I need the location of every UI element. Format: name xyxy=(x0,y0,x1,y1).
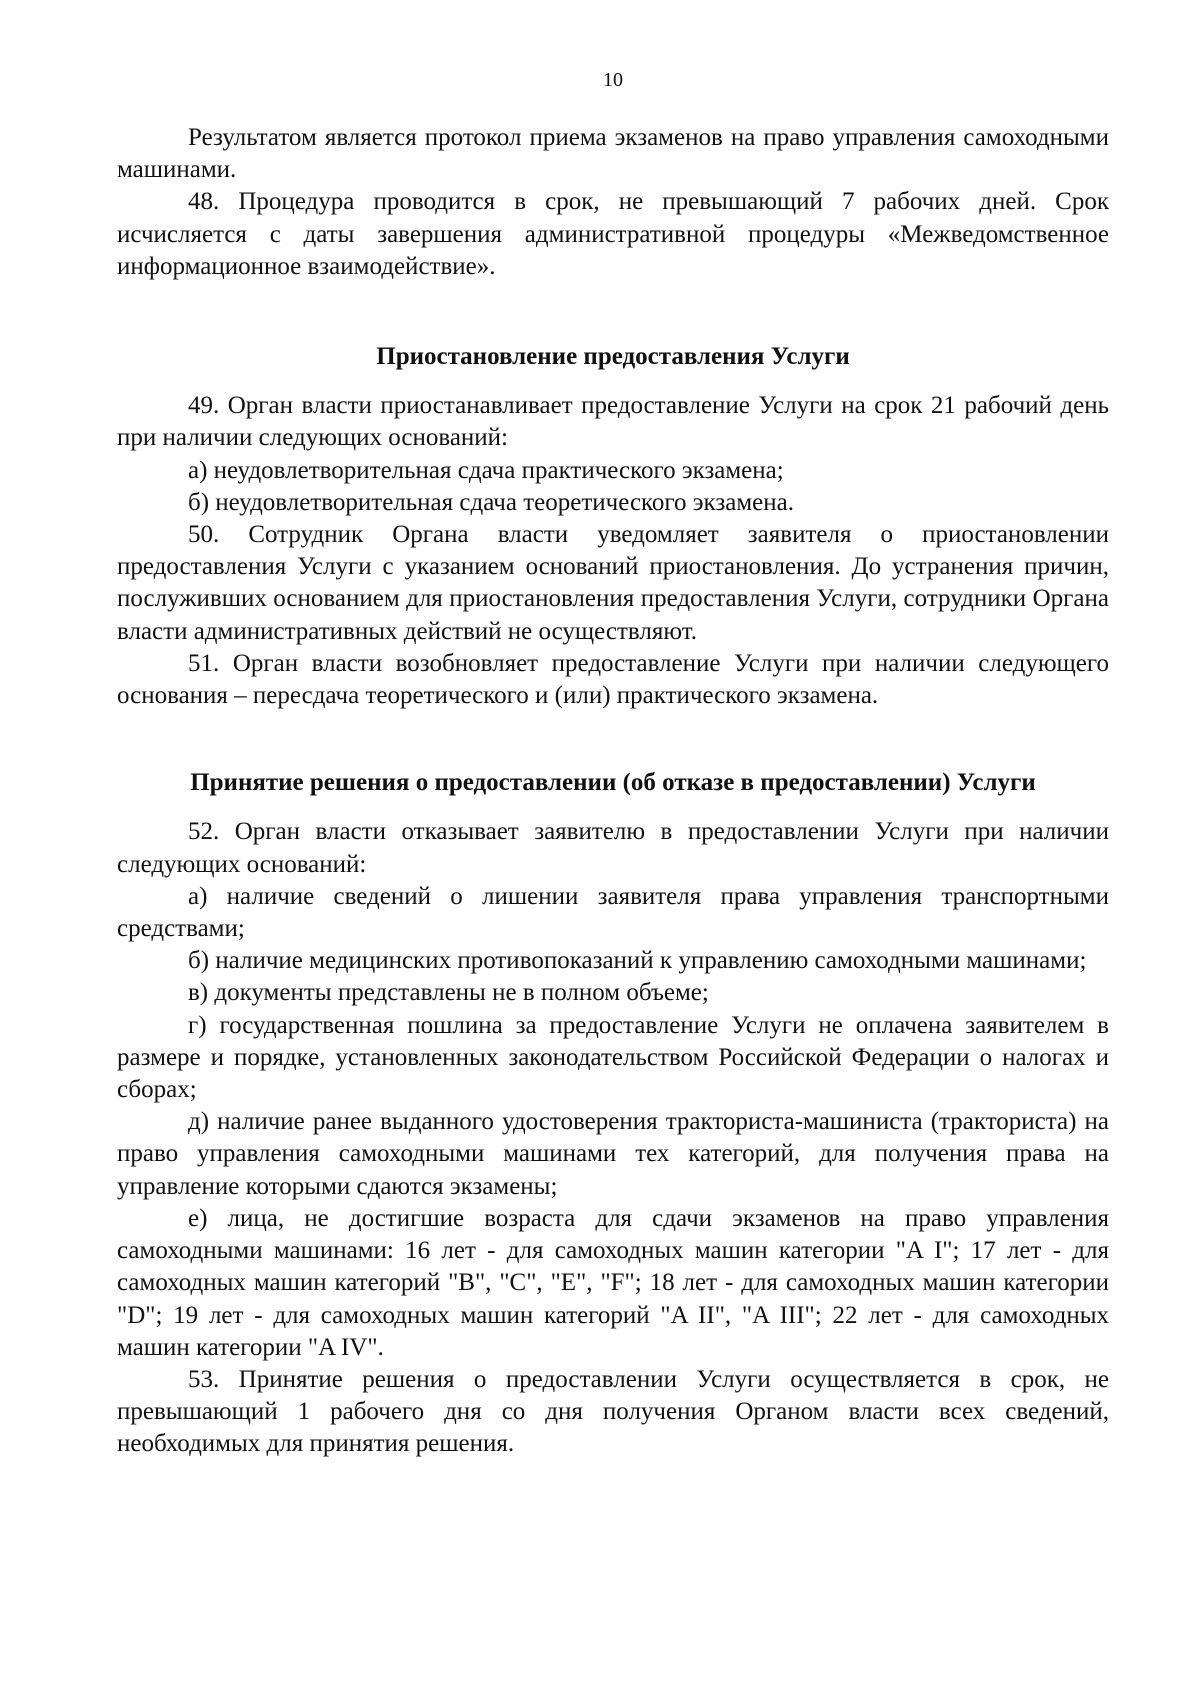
list-item-52e: е) лица, не достигшие возраста для сдачи экзаменов на право управления самоходными машинами: 16 лет - для самоходных машин категории "A I"; 17 лет - для самоходных машин категорий "B", "C", "E", "F"; 18 лет - для самоходных машин категории "D"; 19 лет - для самоходных машин категорий "A II", "A III"; 22 лет - для самоходных машин категории "A IV". xyxy=(117,1204,1109,1361)
list-item-49b: б) неудовлетворительная сдача теоретического экзамена. xyxy=(188,488,794,516)
paragraph-51: 51. Орган власти возобновляет предоставление Услуги при наличии следующего основания – пересдача теоретического и (или) практического экзамена. xyxy=(117,649,1109,710)
paragraph-52: 52. Орган власти отказывает заявителю в предоставлении Услуги при наличии следующих оснований: xyxy=(117,818,1109,878)
list-item-49a: а) неудовлетворительная сдача практического экзамена; xyxy=(188,456,784,484)
list-item-52v: в) документы представлены не в полном объеме; xyxy=(188,979,709,1007)
paragraph-49: 49. Орган власти приостанавливает предоставление Услуги на срок 21 рабочий день при наличии следующих оснований: xyxy=(117,392,1109,452)
heading-decision: Принятие решения о предоставлении (об отказе в предоставлении) Услуги xyxy=(190,769,1036,797)
list-item-52g: г) государственная пошлина за предоставление Услуги не оплачена заявителем в размере и порядке, установленных законодательством Российской Федерации о налогах и сборах; xyxy=(117,1011,1109,1104)
paragraph-53: 53. Принятие решения о предоставлении Услуги осуществляется в срок, не превышающий 1 рабочего дня со дня получения Органом власти всех сведений, необходимых для принятия решения. xyxy=(117,1365,1109,1458)
list-item-52a: а) наличие сведений о лишении заявителя права управления транспортными средствами; xyxy=(117,882,1109,943)
heading-suspension: Приостановление предоставления Услуги xyxy=(376,343,850,371)
page-number: 10 xyxy=(603,69,623,91)
paragraph-48: 48. Процедура проводится в срок, не превышающий 7 рабочих дней. Срок исчисляется с даты завершения административной процедуры «Межведомственное информационное взаимодействие». xyxy=(117,188,1109,280)
list-item-52b: б) наличие медицинских противопоказаний к управлению самоходными машинами; xyxy=(188,947,1087,975)
list-item-52d: д) наличие ранее выданного удостоверения тракториста-машиниста (тракториста) на право управления самоходными машинами тех категорий, для получения права на управление которыми сдаются экзамены; xyxy=(117,1108,1109,1200)
paragraph-result: Результатом является протокол приема экзаменов на право управления самоходными машинами. xyxy=(117,124,1109,184)
paragraph-50: 50. Сотрудник Органа власти уведомляет заявителя о приостановлении предоставления Услуги с указанием оснований приостановления. До устранения причин, послуживших основанием для приостановления предоставления Услуги, сотрудники Органа власти административных действий не осуществляют. xyxy=(117,521,1109,645)
